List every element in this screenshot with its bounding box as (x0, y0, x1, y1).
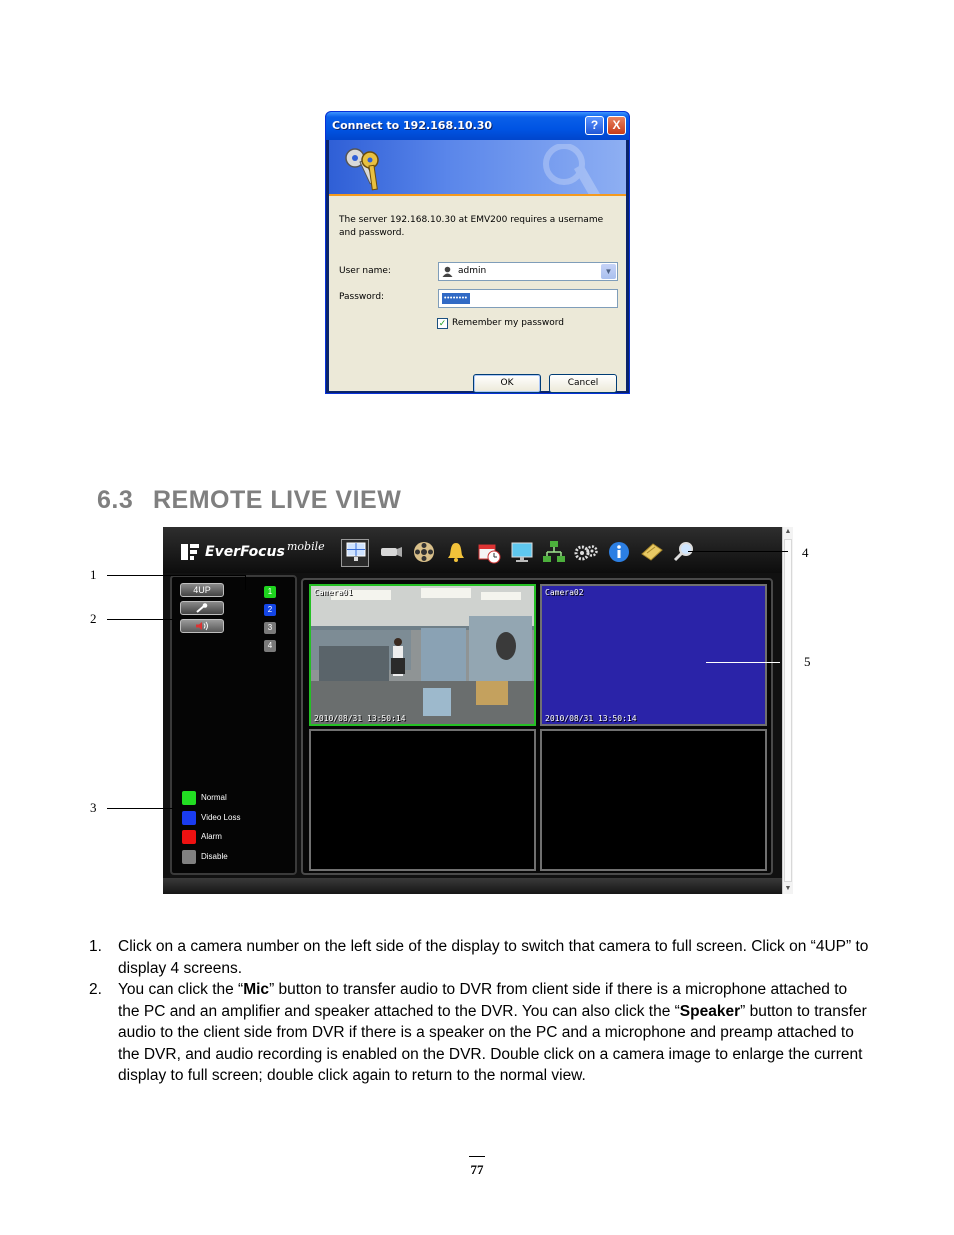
live-view-toolbar (163, 527, 782, 573)
keys-watermark-icon (529, 144, 619, 194)
legend-normal-swatch (182, 791, 196, 805)
live-view-icon[interactable] (343, 539, 369, 565)
mic-button[interactable] (180, 601, 224, 615)
schedule-icon[interactable] (476, 539, 502, 565)
page-number: 77 (469, 1156, 485, 1178)
list-item-text: Click on a camera number on the left side of the display to switch that camera to full screen. Click on “4UP” to display 4 screens. (118, 938, 869, 977)
speaker-icon (192, 621, 212, 631)
section-heading (97, 486, 401, 515)
camera-tile-1[interactable] (309, 584, 536, 726)
speaker-term: Speaker (679, 1002, 741, 1020)
help-button[interactable]: ? (585, 116, 604, 135)
mic-term: Mic (243, 981, 270, 998)
list-item-text-part: ” button to transfer audio to DVR from client side if there is a microphone attached to the PC and an amplifier and speaker attached to the DVR. You can also click the “ (118, 981, 848, 1020)
legend-video-loss-label: Video Loss (201, 813, 241, 822)
scroll-down-icon[interactable]: ▼ (784, 885, 792, 892)
list-item-number: 1. (89, 938, 102, 955)
list-item-text-part: You can click the “ (118, 981, 244, 998)
info-icon[interactable] (606, 539, 632, 565)
keys-icon (343, 146, 387, 192)
legend-normal-label: Normal (201, 793, 227, 802)
callout-4-line (688, 551, 788, 552)
list-item-number: 2. (89, 981, 102, 998)
speaker-button[interactable] (180, 619, 224, 633)
network-icon[interactable] (541, 539, 567, 565)
list-item-text-part: ” button to transfer audio to the client side from DVR if there is a speaker on the PC and a microphone and preamp attached to the DVR, and audio recording is enabled on the DVR. Double click on a camera image to enlarge the current display to full screen; double click again to return to the normal view. (118, 1002, 867, 1084)
callout-3-line (107, 808, 173, 809)
chevron-down-icon[interactable]: ▼ (601, 264, 616, 279)
legend-alarm-swatch (182, 830, 196, 844)
camera-number-4[interactable]: 4 (264, 640, 276, 652)
section-number: 6.3 (97, 486, 134, 514)
username-label: User name: (339, 266, 391, 276)
legend-video-loss-swatch (182, 811, 196, 825)
username-value: admin (458, 266, 487, 276)
video-grid (301, 578, 773, 875)
settings-gears-icon[interactable] (573, 539, 599, 565)
playback-reel-icon[interactable] (411, 539, 437, 565)
4up-button[interactable]: 4UP (180, 583, 224, 597)
remember-label[interactable]: Remember my password (452, 318, 564, 328)
live-view-footer-bar (163, 878, 782, 894)
notebook-icon[interactable] (639, 539, 665, 565)
callout-1: 1 (90, 567, 97, 582)
everfocus-logo-icon (180, 542, 200, 562)
password-value: •••••••• (444, 295, 468, 302)
camera-number-2[interactable]: 2 (264, 604, 276, 616)
callout-3: 3 (90, 800, 97, 815)
callout-2-line (107, 619, 173, 620)
camera-01-time: 2010/08/31 13:50:14 (314, 714, 406, 723)
camera-tile-2[interactable] (540, 584, 767, 726)
remote-live-view (163, 527, 782, 894)
control-panel (170, 575, 297, 875)
user-icon (442, 266, 453, 277)
alarm-bell-icon[interactable] (443, 539, 469, 565)
dialog-banner (329, 140, 626, 196)
instructions-list (89, 936, 869, 1087)
camera-number-1[interactable]: 1 (264, 586, 276, 598)
logo-text: EverFocus (205, 544, 285, 560)
password-label: Password: (339, 292, 385, 302)
legend-disable-label: Disable (201, 852, 228, 861)
legend-alarm-label: Alarm (201, 832, 222, 841)
camera-01-feed-image (311, 586, 534, 724)
scroll-up-icon[interactable]: ▲ (784, 528, 792, 535)
login-dialog (325, 111, 630, 394)
monitor-icon[interactable] (509, 539, 535, 565)
scrollbar-thumb[interactable] (784, 539, 792, 882)
list-item (89, 936, 869, 979)
callout-5: 5 (804, 654, 811, 669)
password-field[interactable] (438, 289, 618, 308)
ok-button[interactable]: OK (473, 374, 541, 393)
dialog-body (329, 140, 626, 391)
vertical-scrollbar[interactable] (782, 527, 793, 894)
search-icon[interactable] (671, 539, 697, 565)
dialog-message: The server 192.168.10.30 at EMV200 requires a username and password. (339, 215, 604, 238)
callout-2: 2 (90, 611, 97, 626)
callout-5-line (706, 662, 780, 663)
callout-1-line (107, 575, 245, 576)
dialog-title: Connect to 192.168.10.30 (332, 119, 493, 132)
logo-sub: mobile (287, 540, 325, 553)
username-combo[interactable] (438, 262, 618, 281)
camera-02-name: Camera02 (545, 588, 584, 597)
camera-tile-4[interactable] (540, 729, 767, 871)
camera-02-time: 2010/08/31 13:50:14 (545, 714, 637, 723)
callout-4: 4 (802, 545, 809, 560)
section-title: REMOTE LIVE VIEW (153, 486, 402, 514)
legend-disable-swatch (182, 850, 196, 864)
callout-1-tick (245, 575, 246, 590)
list-item (89, 979, 869, 1087)
camera-01-name: Camera01 (314, 588, 353, 597)
mic-icon (192, 603, 212, 613)
close-button[interactable]: X (607, 116, 626, 135)
camera-icon[interactable] (378, 539, 404, 565)
dialog-title-bar[interactable] (326, 112, 629, 140)
cancel-button[interactable]: Cancel (549, 374, 617, 393)
remember-checkbox[interactable]: ✓ (438, 318, 447, 328)
camera-tile-3[interactable] (309, 729, 536, 871)
camera-number-3[interactable]: 3 (264, 622, 276, 634)
